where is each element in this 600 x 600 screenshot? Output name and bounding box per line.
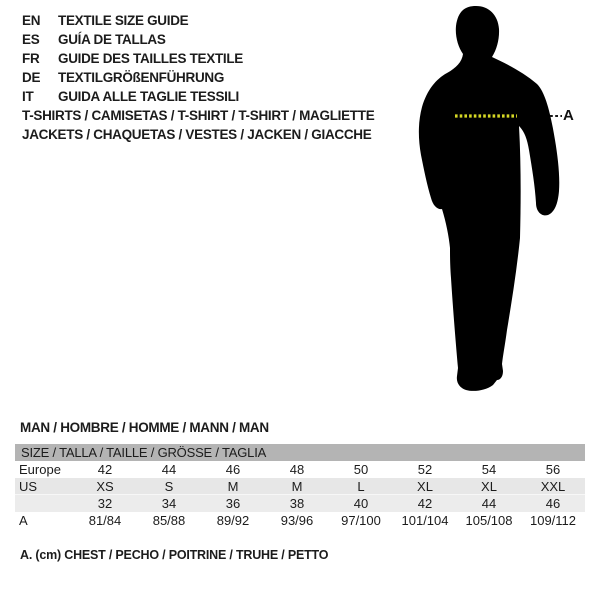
table-cell: 52	[417, 462, 433, 477]
table-row-chest-a	[15, 512, 585, 529]
language-code: ES	[22, 32, 40, 47]
table-cell: M	[291, 479, 303, 494]
table-cell: 81/84	[88, 513, 122, 528]
table-cell: 40	[353, 496, 369, 511]
section-title-man: MAN / HOMBRE / HOMME / MANN / MAN	[20, 420, 269, 435]
table-cell: 46	[545, 496, 561, 511]
language-row-fr	[22, 49, 243, 68]
language-label: TEXTILGRÖßENFÜHRUNG	[58, 70, 225, 85]
table-cell: 48	[289, 462, 305, 477]
table-cell: 97/100	[341, 513, 381, 528]
row-label	[15, 495, 73, 512]
table-cell: 46	[225, 462, 241, 477]
table-cell: 44	[481, 496, 497, 511]
table-cell: XL	[417, 479, 433, 494]
table-cell: 109/112	[529, 513, 577, 528]
table-cell: XXL	[540, 479, 566, 494]
language-code: DE	[22, 70, 41, 85]
footnote-chest: A. (cm) CHEST / PECHO / POITRINE / TRUHE / PETTO	[20, 548, 329, 562]
size-table	[15, 444, 585, 529]
language-row-es	[22, 30, 243, 49]
table-cell: M	[227, 479, 239, 494]
language-label: GUIDE DES TAILLES TEXTILE	[58, 51, 244, 66]
category-line-jackets: JACKETS / CHAQUETAS / VESTES / JACKEN / GIACCHE	[22, 127, 372, 142]
category-line-tshirts: T-SHIRTS / CAMISETAS / T-SHIRT / T-SHIRT / MAGLIETTE	[22, 108, 375, 123]
language-list	[22, 11, 243, 106]
table-cell: 50	[353, 462, 369, 477]
table-row-uk	[15, 495, 585, 512]
table-cell: 44	[161, 462, 177, 477]
row-label: US	[19, 479, 38, 494]
table-cell: 42	[417, 496, 433, 511]
table-row-europe	[15, 461, 585, 478]
language-label: GUÍA DE TALLAS	[58, 32, 166, 47]
table-cell: 56	[545, 462, 561, 477]
row-label: A	[19, 513, 28, 528]
table-cell: 42	[97, 462, 113, 477]
table-cell: 38	[289, 496, 305, 511]
table-cell: 101/104	[401, 513, 449, 528]
language-code: EN	[22, 13, 41, 28]
size-guide-figure	[400, 0, 600, 410]
table-cell: 36	[225, 496, 241, 511]
language-row-en	[22, 11, 243, 30]
table-cell: 85/88	[152, 513, 186, 528]
table-cell: 34	[161, 496, 177, 511]
table-cell: L	[357, 479, 365, 494]
language-row-it	[22, 87, 243, 106]
language-row-de	[22, 68, 243, 87]
language-label: GUIDA ALLE TAGLIE TESSILI	[58, 89, 239, 104]
table-cell: XS	[96, 479, 114, 494]
size-table-header: SIZE / TALLA / TAILLE / GRÖSSE / TAGLIA	[15, 444, 585, 461]
table-cell: 32	[97, 496, 113, 511]
measure-label-a: A	[563, 107, 574, 124]
language-code: IT	[22, 89, 34, 104]
language-code: FR	[22, 51, 40, 66]
row-label: Europe	[19, 462, 61, 477]
language-label: TEXTILE SIZE GUIDE	[58, 13, 189, 28]
table-cell: XL	[481, 479, 497, 494]
table-row-us	[15, 478, 585, 495]
table-cell: S	[164, 479, 174, 494]
garment-categories	[22, 106, 374, 144]
man-silhouette	[419, 6, 559, 391]
table-cell: 105/108	[465, 513, 513, 528]
table-cell: 93/96	[280, 513, 314, 528]
man-silhouette-svg	[400, 0, 600, 410]
table-cell: 89/92	[216, 513, 250, 528]
table-cell: 54	[481, 462, 497, 477]
